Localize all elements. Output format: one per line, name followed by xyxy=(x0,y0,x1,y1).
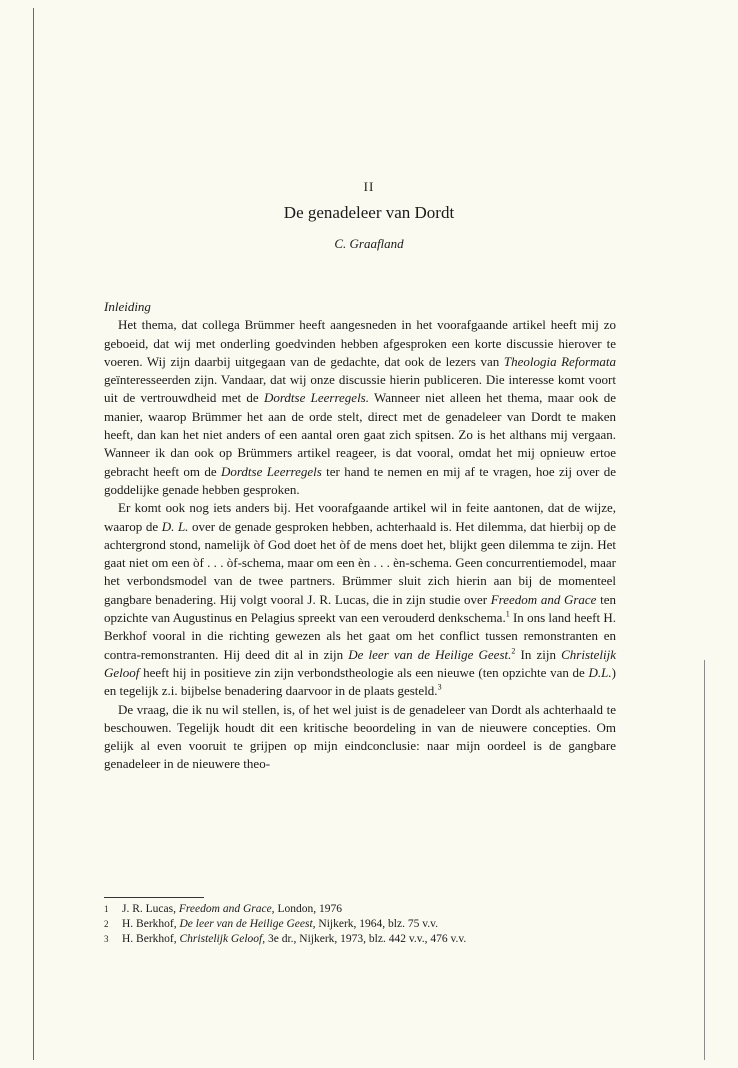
text-run: Nijkerk, 1964, blz. 75 v.v. xyxy=(315,918,438,930)
italic-text: Freedom and Grace xyxy=(490,591,597,607)
footnote-ref: 2 xyxy=(511,646,516,656)
text-run: London, 1976 xyxy=(274,903,342,915)
page-edge-line xyxy=(33,8,34,1060)
text-run: geïnteresseerden zijn. Vandaar, dat wij onze discussie hierin publiceren. Die interesse komt voort uit de vertrouwdheid met de xyxy=(104,372,616,406)
text-run: J. R. Lucas, xyxy=(122,903,179,915)
page-edge-line xyxy=(704,660,705,1060)
paragraph xyxy=(104,499,616,700)
chapter-title: De genadeleer van Dordt xyxy=(283,203,455,222)
italic-text: Dordtse Leerregels. xyxy=(263,390,369,406)
text-run: In zijn xyxy=(515,646,562,662)
author-name: C. Graafland xyxy=(334,236,404,251)
italic-text: Freedom and Grace, xyxy=(178,903,275,915)
section-heading: Inleiding xyxy=(104,299,151,314)
text-run: heeft hij in positieve zin zijn verbondstheologie als een nieuwe (ten opzichte van de xyxy=(139,664,589,680)
footnote-ref: 1 xyxy=(505,609,510,619)
paragraph xyxy=(104,316,616,499)
footnote-text xyxy=(122,918,438,930)
footnote-divider xyxy=(104,897,204,898)
italic-text: De leer van de Heilige Geest. xyxy=(348,646,512,662)
text-run: Het thema, dat collega Brümmer heeft aangesneden in het voorafgaande artikel heeft mij zo geboeid, dat wij met onderling goedvinden hebben afgesproken een korte discussie hierover te voeren. Wij zijn daarbij uitgegaan van de gedachte, dat ook de lezers van xyxy=(104,317,616,369)
italic-text: Dordtse Leerregels xyxy=(220,463,322,479)
text-run: over de genade gesproken hebben, achterhaald is. Het dilemma, dat hierbij op de achtergrond stond, namelijk òf God doet het òf de mens doet het, blijkt geen dilemma te zijn. Het gaat niet om een òf . . . òf-schema, maar om een èn . . . èn-schema. Geen concurrentiemodel, maar het verbondsmodel van de twee partners. Brümmer sluit zich hierin aan bij de momenteel gangbare benadering. Hij volgt vooral J. R. Lucas, die in zijn studie over xyxy=(104,518,616,607)
text-run: ten opzichte van Augustinus en Pelagius spreekt van een verouderd denkschema. xyxy=(104,591,616,626)
italic-text: De leer van de Heilige Geest, xyxy=(179,918,316,930)
italic-text: Christelijk Geloof xyxy=(104,646,616,680)
footnote-text xyxy=(122,933,466,945)
footnote xyxy=(104,917,616,932)
italic-text: D.L. xyxy=(588,664,612,680)
footnote-number: 3 xyxy=(104,934,109,944)
footnote xyxy=(104,932,616,947)
text-run: In ons land heeft H. Berkhof vooral in die richting gewezen als het gaat om het conflict tussen remonstranten en contra-remonstranten. Hij deed dit al in zijn xyxy=(104,610,616,662)
text-run: ter hand te nemen en mij af te vragen, hoe zij over de goddelijke genade hebben gesproken. xyxy=(104,463,616,497)
footnote xyxy=(104,902,616,917)
italic-text: Christelijk Geloof, xyxy=(179,933,266,945)
text-run: Er komt ook nog iets anders bij. Het voorafgaande artikel wil in feite aantonen, dat de wijze, waarop de xyxy=(104,500,616,534)
chapter-number: II xyxy=(363,179,375,194)
text-run: 3e dr., Nijkerk, 1973, blz. 442 v.v., 476 v.v. xyxy=(265,933,467,945)
footnotes xyxy=(104,902,616,947)
article-body xyxy=(104,298,616,774)
text-run: De vraag, die ik nu wil stellen, is, of het wel juist is de genadeleer van Dordt als achterhaald te beschouwen. Tegelijk houdt dit een kritische beoordeling in van de nieuwere concepties. Om gelijk al even vooruit te grijpen op mijn eindconclusie: naar mijn oordeel is de gangbare genadeleer in de nieuwere theo- xyxy=(104,701,616,772)
footnote-text xyxy=(122,903,342,915)
text-run: ) en tegelijk z.i. bijbelse benadering daarvoor in de plaats gesteld. xyxy=(104,664,616,699)
footnote-number: 2 xyxy=(104,919,109,929)
text-run: H. Berkhof, xyxy=(122,918,180,930)
footnote-number: 1 xyxy=(104,904,109,914)
italic-text: D. L. xyxy=(161,518,189,534)
paragraph xyxy=(104,701,616,774)
italic-text: Theologia Reformata xyxy=(503,353,616,369)
text-run: H. Berkhof, xyxy=(122,933,180,945)
footnote-ref: 3 xyxy=(437,682,442,692)
text-run: Wanneer niet alleen het thema, maar ook de manier, waarop Brümmer het aan de orde stelt, direct met de genadeleer van Dordt te maken heeft, dan kan het niet anders of een aantal oren gaat zich spitsen. Zo is het althans mij vergaan. Wanneer ik dan ook op Brümmers artikel reageer, is dat vooral, omdat het mij opnieuw ertoe gebracht heeft om de xyxy=(104,390,616,479)
